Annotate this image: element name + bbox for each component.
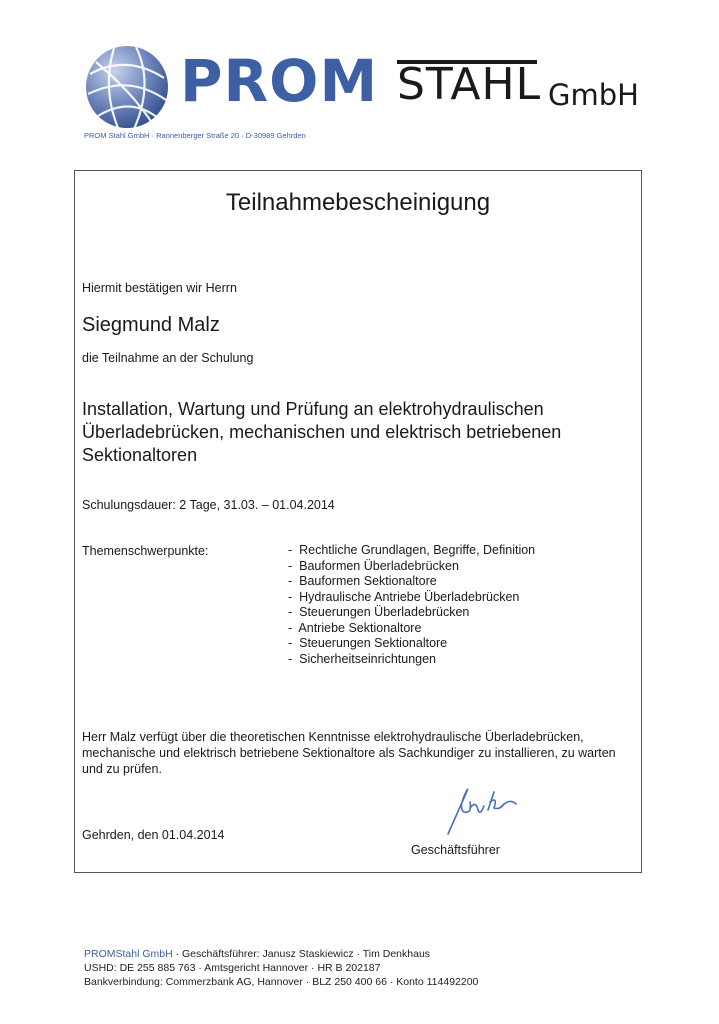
participant-name: Siegmund Malz [82, 314, 220, 336]
intro-text: Hiermit bestätigen wir Herrn [82, 281, 237, 295]
footer-line-2: USHD: DE 255 885 763 · Amtsgericht Hannover · HR B 202187 [84, 962, 381, 974]
footer [84, 947, 478, 989]
signature-image [444, 780, 524, 838]
list-item: - Sicherheitseinrichtungen [288, 652, 535, 668]
list-item: - Hydraulische Antriebe Überladebrücken [288, 590, 535, 606]
certificate-title: Teilnahmebescheinigung [225, 189, 491, 216]
duration-text: Schulungsdauer: 2 Tage, 31.03. – 01.04.2014 [82, 498, 335, 512]
list-item: - Steuerungen Überladebrücken [288, 605, 535, 621]
logo-prom-wordmark: PROM [180, 47, 379, 115]
list-item: - Bauformen Überladebrücken [288, 559, 535, 575]
footer-line-1 [84, 947, 478, 961]
list-item: - Rechtliche Grundlagen, Begriffe, Definition [288, 543, 535, 559]
course-title: Installation, Wartung und Prüfung an elektrohydraulischen Überladebrücken, mechanischen und elektrisch betriebenen Sektionaltoren [82, 399, 562, 465]
conclusion-paragraph: Herr Malz verfügt über die theoretischen Kenntnisse elektrohydraulische Überladebrücken, mechanische und elektrisch betriebene Sektionaltore als Sachkundiger zu installieren, zu warten und zu prüfen. [82, 730, 616, 776]
place-date: Gehrden, den 01.04.2014 [82, 828, 225, 842]
participation-text: die Teilnahme an der Schulung [82, 351, 254, 365]
logo-gmbh-wordmark: GmbH [548, 78, 639, 112]
list-item: - Antriebe Sektionaltore [288, 621, 535, 637]
list-item: - Bauformen Sektionaltore [288, 574, 535, 590]
list-item: - Steuerungen Sektionaltore [288, 636, 535, 652]
topics-list [288, 543, 535, 667]
topics-label: Themenschwerpunkte: [82, 544, 209, 558]
sender-address-line: PROM Stahl GmbH · Rannenberger Straße 20 · D-30989 Gehrden [84, 131, 306, 140]
footer-management: · Geschäftsführer: Janusz Staskiewicz · Tim Denkhaus [172, 948, 431, 960]
footer-line-3: Bankverbindung: Commerzbank AG, Hannover · BLZ 250 400 66 · Konto 114492200 [84, 976, 479, 988]
logo-stahl-wordmark: STAHL [397, 59, 542, 110]
footer-company: PROMStahl GmbH [84, 948, 173, 960]
signatory-role: Geschäftsführer [411, 843, 500, 857]
globe-logo-icon [84, 44, 170, 130]
